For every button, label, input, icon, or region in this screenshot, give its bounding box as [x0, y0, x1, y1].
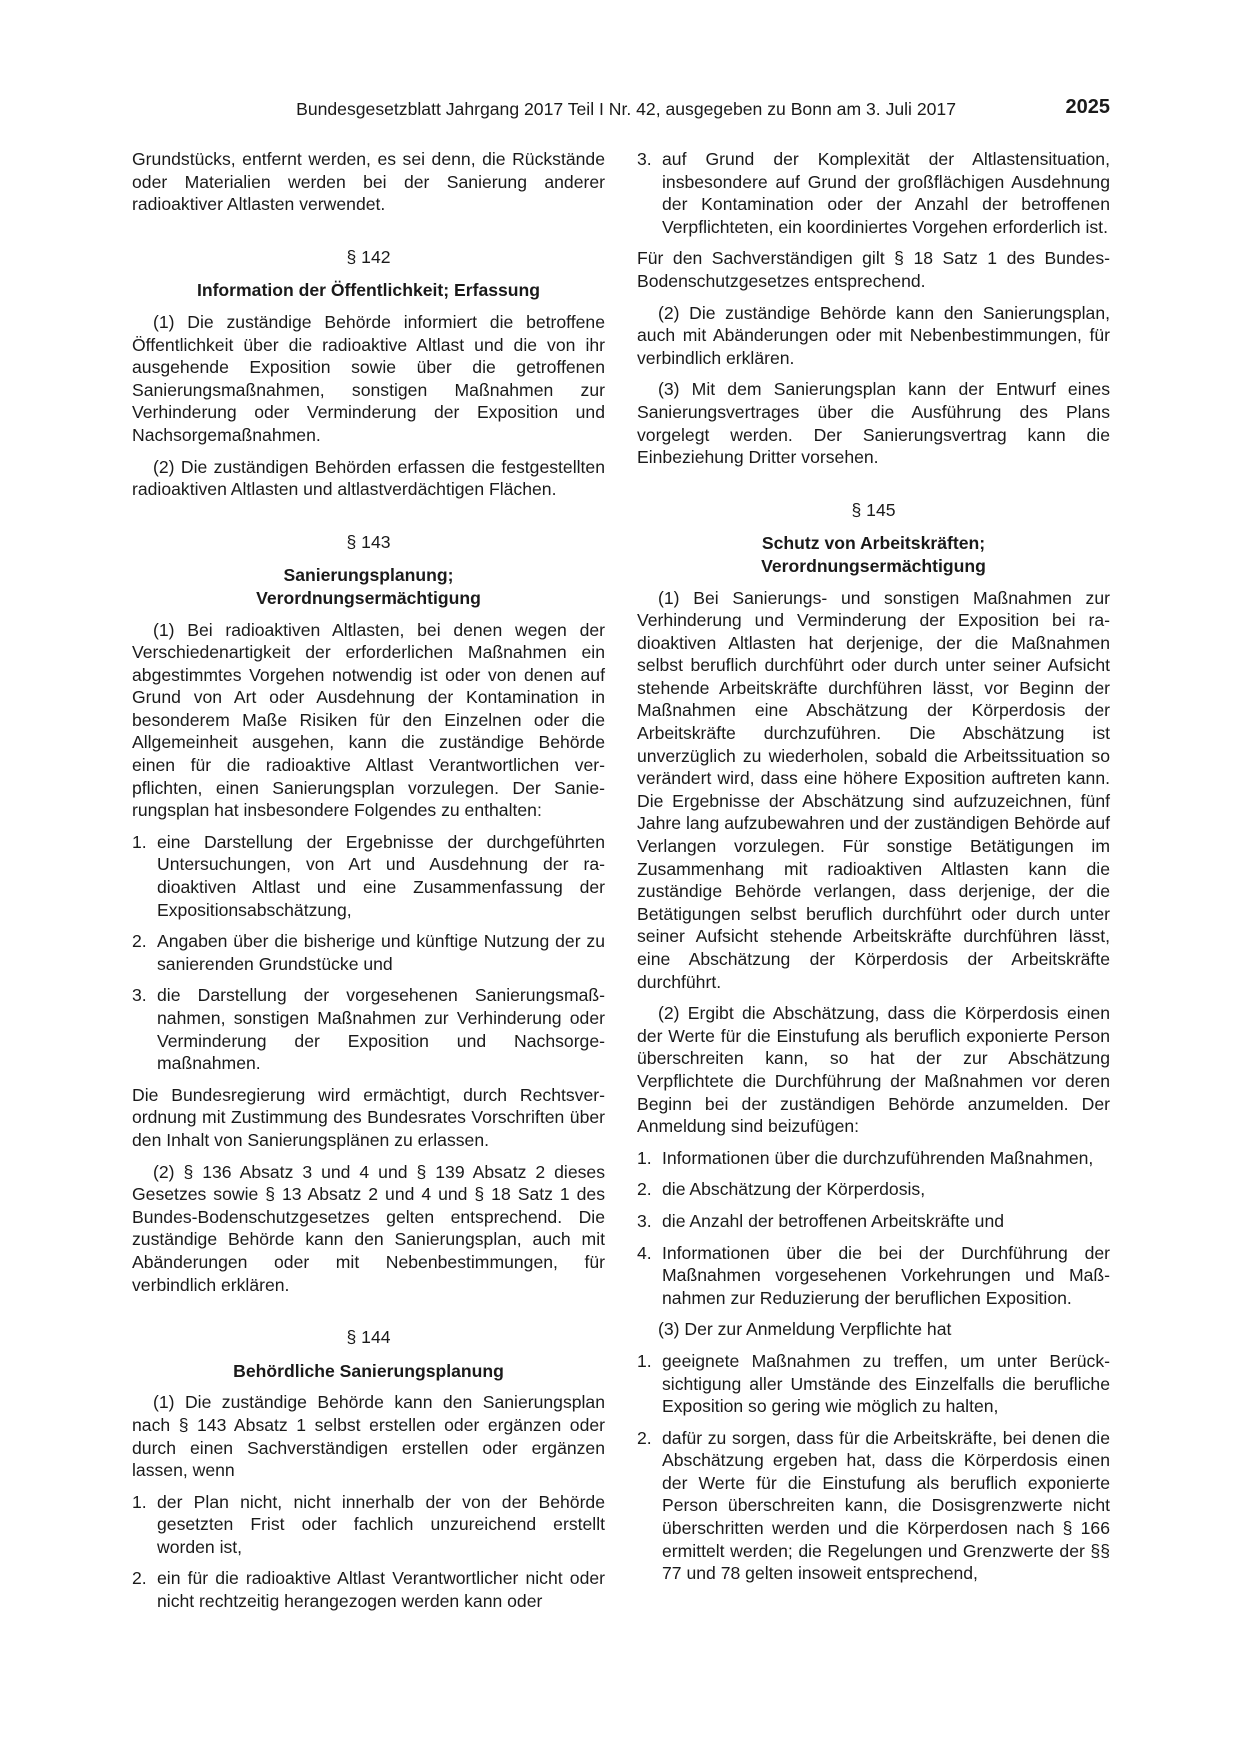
list-item-number: 1.: [132, 1491, 147, 1512]
list-item-text: Informationen über die durchzuführenden Maßnahmen,: [662, 1147, 1094, 1168]
list-item-text: die Anzahl der betroffenen Arbeitskräfte und: [662, 1210, 1005, 1231]
list-item: [637, 1178, 1110, 1201]
paragraph: Grundstücks, entfernt werden, es sei denn, die Rückstände oder Materialien werden bei der Sanierung anderer radioaktiver Altlasten verwendet.: [132, 149, 605, 215]
section-title-144: Behördliche Sanierungsplanung: [233, 1360, 504, 1381]
list-item: [637, 1210, 1110, 1233]
left-column: [132, 148, 605, 1622]
section-number-142: § 142: [346, 246, 391, 267]
list-item: [637, 1350, 1110, 1418]
list-item: [132, 984, 605, 1074]
list-item: [132, 930, 605, 975]
list-item-number: 4.: [637, 1242, 652, 1263]
numbered-list: [132, 1491, 605, 1613]
list-item-text: Informationen über die bei der Durchführung der Maßnahmen vorgesehenen Vorkehrungen und Maßnahmen zur Reduzierung der beruflichen Exposition.: [662, 1242, 1110, 1308]
paragraph: (3) Der zur Anmeldung Verpflichte hat: [658, 1319, 952, 1340]
list-item-number: 3.: [637, 1210, 652, 1231]
list-item-number: 3.: [132, 985, 147, 1006]
section-number-143: § 143: [346, 531, 391, 552]
page-header: [132, 98, 1110, 128]
numbered-list: [637, 1350, 1110, 1585]
section-title-line: Verordnungsermächtigung: [761, 555, 986, 576]
section-title-line: Verordnungsermächtigung: [256, 587, 481, 608]
list-item: [637, 1242, 1110, 1310]
section-title-line: Schutz von Arbeitskräften;: [761, 533, 986, 554]
right-column: [637, 148, 1110, 1594]
list-item: [132, 1567, 605, 1612]
list-item: [637, 1147, 1110, 1170]
paragraph: (2) § 136 Absatz 3 und 4 und § 139 Absatz 2 dieses Gesetzes sowie § 13 Absatz 2 und 4 und § 18 Satz 1 des Bundes-Bodenschutzgesetzes gelten entsprechend. Die zuständige Behörde kann den Sanierungsplan, auch mit Abänderungen oder mit Nebenbestimmungen, für verbindlich erklären.: [132, 1161, 605, 1295]
list-item-number: 2.: [637, 1427, 652, 1448]
list-item-text: ein für die radioaktive Altlast Verantwortlicher nicht oder nicht rechtzeitig herangezogen werden kann oder: [157, 1568, 605, 1612]
list-item-number: 2.: [637, 1179, 652, 1200]
paragraph: (1) Bei Sanierungs- und sonstigen Maßnahmen zur Verhinderung und Verminderung der Exposition bei radioaktiven Altlasten hat derjenige, der die Maßnahmen selbst beruflich durchführt oder durch unter seiner Aufsicht stehende Arbeitskräfte durchführen lässt, vor Beginn der Maßnahmen eine Abschätzung der Körperdosis der Arbeitskräfte durchzuführen. Die Abschätzung ist unverzüglich zu wiederholen, sobald die Arbeitssituation so verändert wird, dass eine höhere Exposition auftreten kann. Die Ergebnisse der Abschätzung sind aufzuzeichnen, fünf Jahre lang aufzubewahren und der zuständigen Behörde auf Verlangen vorzulegen. Für sonstige Betätigungen im Zusammenhang mit radioaktiven Altlasten kann die zuständige Behörde verlangen, dass derjenige, der die Betätigungen selbst beruflich durchführt oder durch unter seiner Aufsicht stehende Arbeitskräfte durchführen lässt, eine Abschätzung der Körperdosis der Arbeitskräfte durchführt.: [637, 587, 1110, 992]
paragraph: (1) Die zuständige Behörde informiert die betroffene Öffentlichkeit über die radioaktive Altlast und die von ihr ausgehende Exposition sowie über die getroffenen Sanierungsmaßnahmen, sonstigen Maßnahmen zur Verhinderung oder Verminderung der Exposition und Nachsorgemaßnahmen.: [132, 311, 605, 445]
list-item-number: 2.: [132, 931, 147, 952]
list-item-text: geeignete Maßnahmen zu treffen, um unter Berücksichtigung aller Umstände des Einzelfalls die berufliche Exposition so gering wie möglich zu halten,: [662, 1350, 1110, 1417]
list-item-number: 1.: [637, 1147, 652, 1168]
list-item: [637, 1427, 1110, 1585]
section-title-line: Sanierungsplanung;: [283, 565, 454, 586]
list-item-text: die Darstellung der vorgesehenen Sanierungsmaßnahmen, sonstigen Maßnahmen zur Verhinderung oder Verminderung der Exposition und Nachsorgemaßnahmen.: [157, 985, 605, 1074]
section-number-144: § 144: [346, 1327, 391, 1348]
section-title-142: Information der Öffentlichkeit; Erfassung: [196, 280, 541, 301]
list-item-text: dafür zu sorgen, dass für die Arbeitskräfte, bei denen die Abschätzung ergeben hat, dass die Körperdosis einen der Werte für die Einstufung als beruflich exponierte Person überschreiten kann, die Dosisgrenzwerte nicht überschritten werden und die Körperdosen nach § 166 ermittelt werden; die Regelungen und Grenzwerte der §§ 77 und 78 gelten insoweit entsprechend,: [662, 1427, 1110, 1584]
paragraph: (2) Die zuständigen Behörden erfassen die festgestellten radioaktiven Altlasten und altlastverdächtigen Flächen.: [132, 456, 605, 500]
page-number: 2025: [1065, 96, 1110, 118]
list-item-number: 1.: [132, 831, 147, 852]
list-item-text: der Plan nicht, nicht innerhalb der von der Behörde gesetzten Frist oder fachlich unzureichend erstellt worden ist,: [157, 1491, 605, 1557]
paragraph: Für den Sachverständigen gilt § 18 Satz 1 des Bundes-Bodenschutzgesetzes entsprechend.: [637, 248, 1110, 291]
running-title: Bundesgesetzblatt Jahrgang 2017 Teil I Nr. 42, ausgegeben zu Bonn am 3. Juli 2017: [296, 99, 956, 119]
paragraph: Die Bundesregierung wird ermächtigt, durch Rechtsverordnung mit Zustimmung des Bundesrates Vorschriften über den Inhalt von Sanierungsplänen zu erlassen.: [132, 1084, 605, 1150]
list-item: [637, 148, 1110, 238]
paragraph: (2) Die zuständige Behörde kann den Sanierungsplan, auch mit Abänderungen oder mit Nebenbestimmungen, für verbindlich erklären.: [637, 302, 1110, 368]
numbered-list: [637, 148, 1110, 238]
paragraph: (3) Mit dem Sanierungsplan kann der Entwurf eines Sanierungsvertrages über die Ausführung des Plans vorgelegt werden. Der Sanierungsvertrag kann die Einbeziehung Dritter vorsehen.: [637, 379, 1110, 468]
list-item-number: 3.: [637, 149, 652, 169]
numbered-list: [132, 831, 605, 1075]
section-title-143: [132, 564, 605, 609]
list-item-text: Angaben über die bisherige und künftige Nutzung der zu sanierenden Grundstücke und: [157, 931, 605, 974]
list-item-number: 1.: [637, 1350, 652, 1371]
list-item: [132, 1491, 605, 1559]
paragraph: (2) Ergibt die Abschätzung, dass die Körperdosis einen der Werte für die Einstufung als beruflich exponierte Person überschreiten kann, so hat der zur Abschätzung Verpflichtete die Durchführung der Maßnahmen vor deren Beginn bei der zuständigen Behörde anzumelden. Der Anmeldung sind beizufügen:: [637, 1003, 1110, 1137]
section-number-145: § 145: [851, 499, 896, 520]
numbered-list: [637, 1147, 1110, 1310]
list-item-number: 2.: [132, 1568, 147, 1589]
list-item-text: die Abschätzung der Körperdosis,: [662, 1179, 926, 1200]
paragraph: (1) Die zuständige Behörde kann den Sanierungsplan nach § 143 Absatz 1 selbst erstellen oder ergänzen oder durch einen Sachverständigen erstellen oder ergänzen lassen, wenn: [132, 1392, 605, 1481]
list-item-text: auf Grund der Komplexität der Altlastensituation, insbesondere auf Grund der großflächigen Ausdehnung der Kontamination oder der Anzahl der betroffenen Verpflichteten, ein koordiniertes Vorgehen erforderlich ist.: [662, 149, 1110, 237]
paragraph: (1) Bei radioaktiven Altlasten, bei denen wegen der Verschiedenartigkeit der erforderlichen Maßnahmen ein abgestimmtes Vorgehen notwendig ist oder von denen auf Grund von Art oder Ausdehnung der Kontamination in besonderem Maße Risiken für den Einzelnen oder die Allgemeinheit ausgehen, kann die zuständige Behörde einen für die radioaktive Altlast Verantwortlichen verpflichten, einen Sanierungsplan vorzulegen. Der Sanierungsplan hat insbesondere Folgendes zu enthalten:: [132, 619, 605, 821]
list-item: [132, 831, 605, 921]
section-title-145: [637, 532, 1110, 577]
list-item-text: eine Darstellung der Ergebnisse der durchgeführten Untersuchungen, von Art und Ausdehnung der radioaktiven Altlast und eine Zusammenfassung der Expositionsabschätzung,: [157, 831, 605, 920]
